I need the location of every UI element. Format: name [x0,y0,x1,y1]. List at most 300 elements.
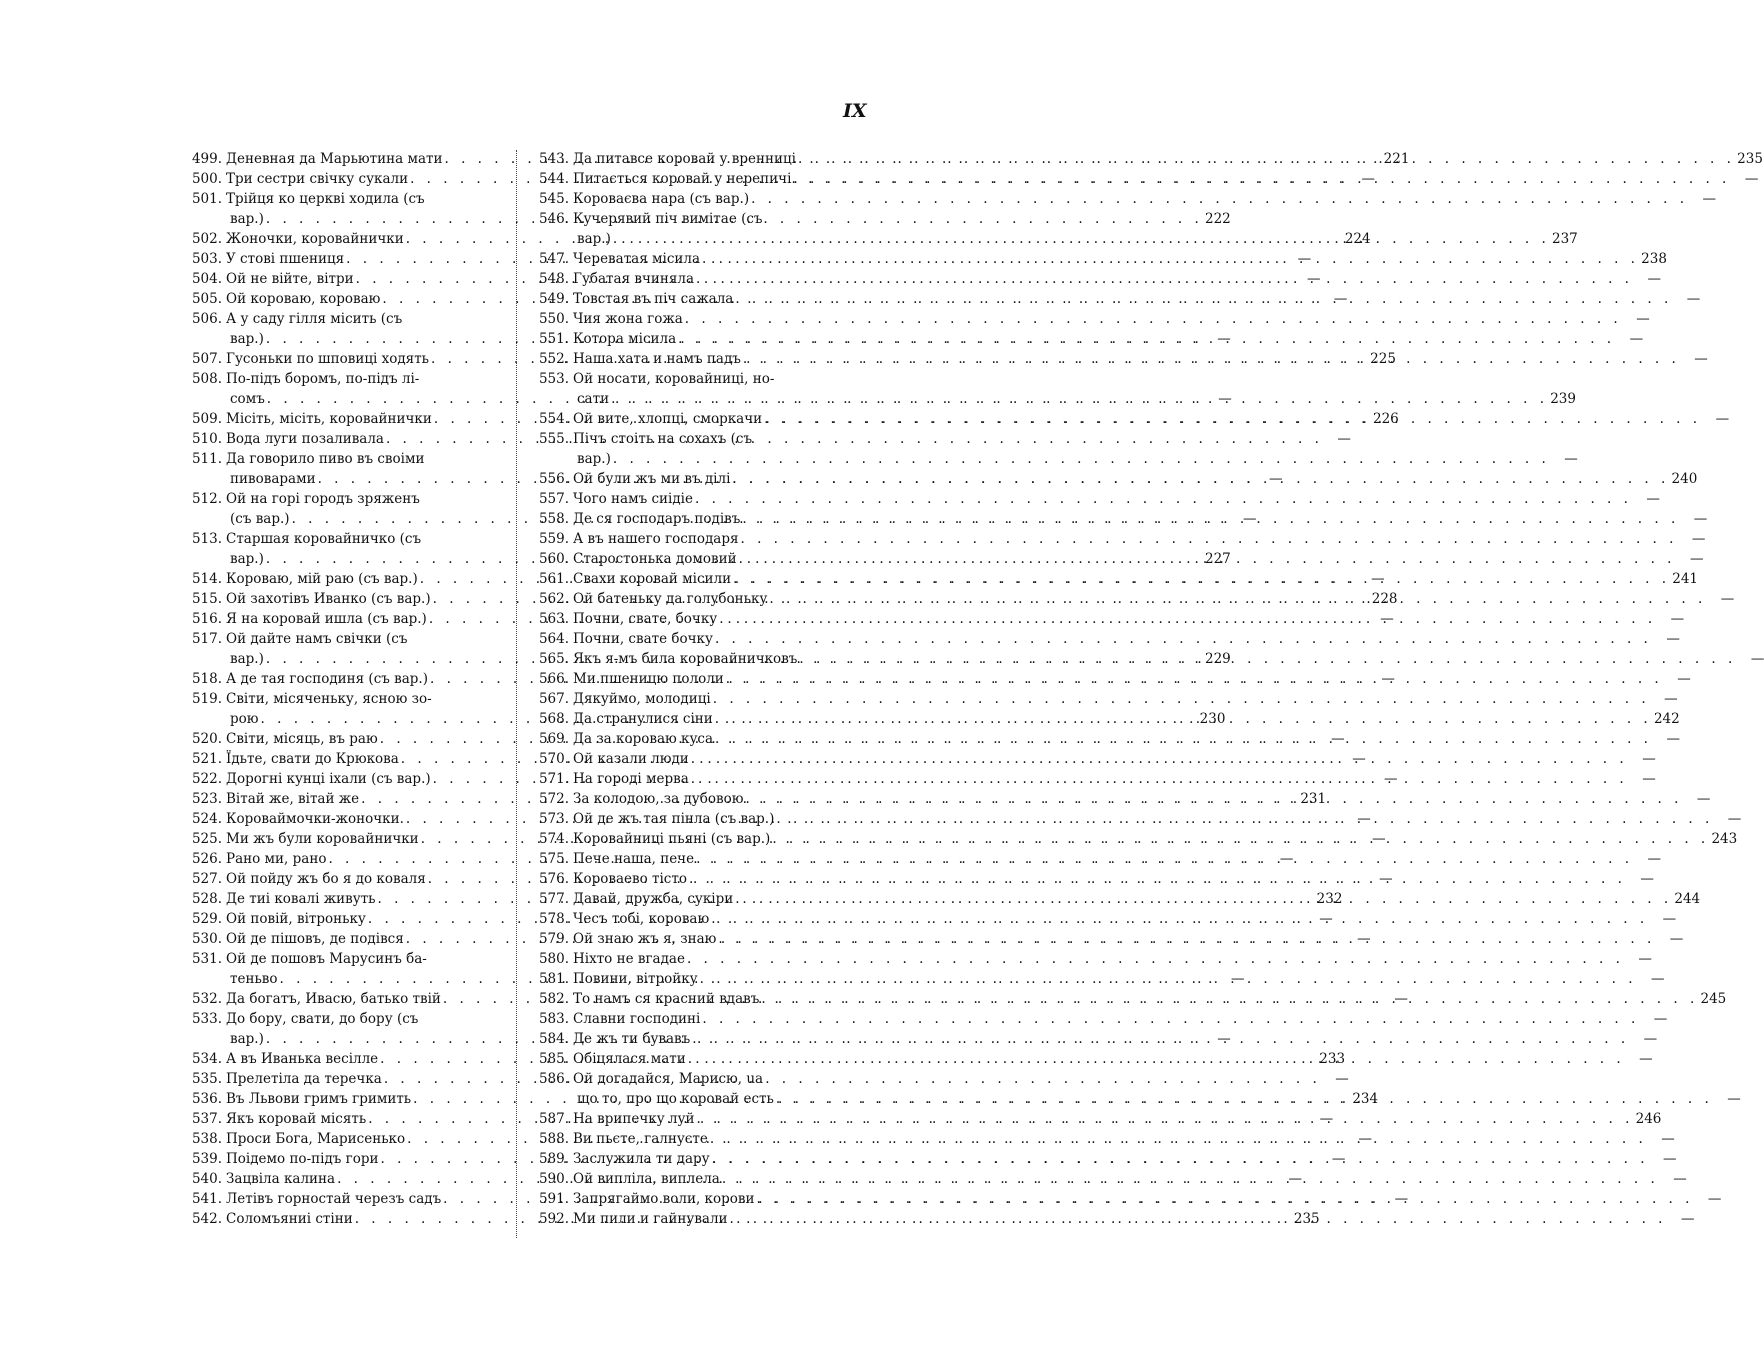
entry-title: Короваймочки-жоночки. [226,811,404,827]
toc-entry [168,309,512,329]
entry-page: — [1380,611,1394,627]
dot-leader [718,929,1655,949]
entry-page: 237 [1552,231,1578,247]
toc-entry [521,569,1699,589]
entry-title: Свахи коровай місили [573,571,732,587]
entry-title: Да за короваю куса [573,731,714,747]
entry-page: 230 [1199,711,1226,727]
entry-page: 224 [1344,231,1371,247]
dot-leader [715,629,1652,649]
toc-entry [521,189,1717,209]
dot-leader [733,569,1670,589]
entry-number: 590. [538,1171,569,1187]
entry-page: 227 [1205,551,1231,567]
entry-page: 222 [1205,211,1231,227]
entry-title: Ой не війте, вітри [226,271,354,287]
entry-title: Ой короваю, короваю [226,291,381,307]
entry-title: вар.) [230,331,264,347]
entry-title: Да богатъ, Ивасю, батько твій [226,991,441,1007]
toc-entry [521,989,1727,1009]
entry-title: Товстая въ піч сажала [573,291,734,307]
entry-page: — [1662,911,1677,927]
toc-entry [168,629,512,649]
toc-entry [168,529,512,549]
entry-title: До бору, свати, до бору (съ [226,1011,419,1027]
entry-title: Ми пили и гайнували [573,1211,728,1227]
entry-page: — [1357,811,1371,827]
entry-page: — [1638,951,1652,967]
entry-page: — [1331,1151,1346,1167]
dot-leader [702,249,1639,269]
entry-title: Ой пойду жъ бо я до коваля [226,871,426,887]
entry-page: — [1394,991,1408,1007]
entry-page: — [1643,1031,1658,1047]
entry-number: 578. [538,911,569,927]
entry-number: 544. [538,171,569,187]
entry-page: — [1666,631,1680,647]
entry-page: 232 [1316,891,1343,907]
dot-leader [689,869,1626,889]
entry-number: 549. [538,291,569,307]
toc-entry [521,469,1698,489]
entry-title: Ой на горі городъ зряженъ [226,491,420,507]
entry-number: 539. [191,1151,222,1167]
entry-number: 585. [538,1051,569,1067]
toc-entry [521,949,1652,969]
entry-number: 556. [538,471,569,487]
entry-title: Якъ я-мъ била коровайничковъ [573,651,798,667]
entry-page: — [1689,551,1704,567]
entry-number: 563. [538,611,569,627]
entry-page: 221 [1383,151,1410,167]
toc-entry [168,369,512,389]
dot-leader [691,749,1628,769]
entry-title: Три сестри свічку сукали [226,171,409,187]
dot-leader [769,589,1706,609]
entry-page: — [1384,771,1398,787]
entry-number: 524. [191,811,222,827]
entry-title: Світи, місяченьку, ясною зо- [226,691,432,707]
entry-page: — [1358,1131,1373,1147]
toc-entry [521,369,868,389]
entry-title: (съ вар.) [230,511,290,527]
entry-number: 588. [538,1131,569,1147]
toc-entry [521,689,1678,709]
dot-leader [764,409,1701,429]
entry-title: Гусоньки по шповиці ходять [226,351,430,367]
entry-title: Наша хата и намъ падъ [573,351,741,367]
dot-leader [761,989,1698,1009]
entry-number: 579. [538,931,569,947]
entry-number: 525. [191,831,222,847]
entry-number: 502. [191,231,222,247]
entry-number: 582. [538,991,569,1007]
entry-page: — [1653,1011,1668,1027]
entry-page: 244 [1674,891,1701,907]
entry-number: 522. [191,771,222,787]
entry-title: сомъ [230,391,265,407]
entry-title: Трійця ко церкві ходила (съ [226,191,425,207]
dot-leader [776,809,1713,829]
entry-page: — [1352,751,1366,767]
entry-number: 513. [191,531,222,547]
entry-number: 533. [191,1011,222,1027]
toc-entry [521,489,1660,509]
entry-page: 228 [1371,591,1398,607]
dot-leader [742,509,1679,529]
entry-title: Да питавсе коровай у вренниці [573,151,797,167]
entry-number: 517. [191,631,222,647]
entry-title: Чия жона гожа [573,311,683,327]
toc-entry [168,1009,512,1029]
toc-entry [521,1149,1677,1169]
toc-entry [168,689,512,709]
entry-number: 575. [538,851,569,867]
entry-title: пивоварами [230,471,316,487]
entry-number: 591. [538,1191,569,1207]
entry-page: — [1357,931,1371,947]
entry-page: — [1720,591,1735,607]
entry-number: 538. [191,1131,222,1147]
entry-number: 567. [538,691,569,707]
entry-title: Ніхто не вгадае [573,951,685,967]
entry-number: 501. [191,191,222,207]
entry-page: — [1242,511,1257,527]
dot-leader [726,669,1663,689]
dot-leader [715,729,1652,749]
entry-title: Де ся господаръ подівъ [573,511,741,527]
entry-number: 568. [538,711,569,727]
toc-entry [521,749,1656,769]
entry-number: 592. [538,1211,569,1227]
entry-title: Губатая вчиняла [573,271,695,287]
entry-page: — [1217,331,1231,347]
dot-leader [715,709,1652,729]
entry-title: За колодою, за дубовою [573,791,744,807]
entry-page: — [1335,1071,1349,1087]
toc-entry [168,489,512,509]
entry-title: вар.) [230,551,264,567]
toc-entry [521,249,1667,269]
entry-page: — [1696,791,1711,807]
entry-number: 505. [191,291,222,307]
dot-leader [696,849,1633,869]
entry-title: Прелетіла да теречка [226,1071,382,1087]
entry-page: — [1230,971,1245,987]
entry-title: рою [230,711,259,727]
dot-leader [696,1109,1633,1129]
entry-page: — [1694,351,1708,367]
entry-title: Ой дайте намъ свічки (съ [226,631,408,647]
entry-page: — [1673,1171,1687,1187]
toc-entry [521,429,868,449]
entry-page: — [1642,771,1656,787]
entry-title: Жоночки, коровайнички [226,231,404,247]
entry-title: Зацвіла калина [226,1171,336,1187]
entry-title: На врипечку луй [573,1111,695,1127]
entry-title: А въ нашего господаря [573,531,739,547]
dot-leader [695,489,1632,509]
entry-title: А у саду гілля місить (съ [226,311,403,327]
dot-leader [611,389,1548,409]
entry-page: — [1639,1051,1653,1067]
entry-number: 534. [191,1051,222,1067]
entry-number: 530. [191,931,222,947]
toc-entry [521,1189,1722,1209]
entry-title: Ой носати, коровайниці, но- [573,371,775,387]
entry-number: 503. [191,251,222,267]
entry-title: Місіть, місіть, коровайнички [226,411,432,427]
entry-number: 572. [538,791,569,807]
entry-page: — [1372,831,1386,847]
entry-page: — [1707,1191,1722,1207]
entry-title: Ой догадайся, Марисю, ua [573,1071,764,1087]
dot-leader [799,649,1736,669]
entry-number: 561. [538,571,569,587]
entry-page: — [1666,731,1680,747]
entry-title: Славни господині [573,1011,701,1027]
entry-page: — [1333,291,1348,307]
entry-number: 550. [538,311,569,327]
entry-page: — [1629,331,1644,347]
entry-page: — [1664,691,1678,707]
entry-number: 541. [191,1191,222,1207]
entry-number: 526. [191,851,222,867]
entry-page: 235 [1293,1211,1320,1227]
entry-number: 514. [191,571,222,587]
dot-leader [613,449,1550,469]
entry-page: — [1686,291,1701,307]
entry-number: 528. [191,891,222,907]
entry-title: Повини, вітройку [573,971,698,987]
entry-title: Ой де пішовъ, де подівся [226,931,404,947]
toc-entry [521,1109,1662,1129]
toc-entry [521,669,1691,689]
entry-title: А въ Иванька весілле [226,1051,379,1067]
entry-number: 515. [191,591,222,607]
entry-title: Ой батеньку да голубоньку [573,591,768,607]
dot-leader [696,269,1633,289]
entry-title: Ми жъ були коровайнички [226,831,419,847]
entry-title: Чого намъ сиідіе [573,491,693,507]
dot-leader [719,609,1656,629]
entry-title: Ой були жъ ми въ ділі [573,471,731,487]
entry-page: — [1651,971,1665,987]
dot-leader [798,149,1735,169]
dot-leader [739,549,1676,569]
entry-page: — [1279,851,1294,867]
toc-entry [521,269,1661,289]
entry-page: — [1297,251,1312,267]
entry-title: вар.) [230,651,264,667]
entry-number: 510. [191,431,222,447]
entry-page: — [1217,1031,1231,1047]
entry-title: Світи, місяць, въ раю [226,731,378,747]
entry-page: — [1661,1131,1675,1147]
entry-page: — [1640,871,1654,887]
entry-title: Ой де жъ тая пінла (съ вар.) [573,811,775,827]
entry-page: — [1331,731,1345,747]
column-divider [516,150,517,1238]
entry-number: 571. [538,771,569,787]
entry-page: — [1371,571,1385,587]
toc-entry [521,209,868,229]
entry-page: — [1381,671,1395,687]
entry-title: Почни, свате бочку [573,631,713,647]
entry-page: — [1669,931,1684,947]
entry-title: У стові пшениця [226,251,345,267]
entry-title: Дорогні кунці іхали (съ вар.) [226,771,431,787]
entry-number: 576. [538,871,569,887]
dot-leader [751,189,1688,209]
entry-title: вар.) [230,211,264,227]
toc-entry [521,389,1576,409]
entry-number: 532. [191,991,222,1007]
entry-title: Да говорило пиво въ своіми [226,451,425,467]
entry-page: 246 [1635,1111,1662,1127]
entry-number: 554. [538,411,569,427]
entry-page: — [1307,271,1321,287]
toc-entry [521,1009,1668,1029]
entry-number: 558. [538,511,569,527]
toc-entry [521,829,1738,849]
entry-page: 225 [1370,351,1396,367]
entry-number: 535. [191,1071,222,1087]
entry-page: — [1319,911,1333,927]
entry-page: — [1693,511,1708,527]
entry-number: 523. [191,791,222,807]
entry-number: 521. [191,751,222,767]
entry-page: — [1702,191,1717,207]
entry-title: вар.) [577,231,611,247]
entry-page: — [1361,171,1376,187]
entry-number: 543. [538,151,569,167]
entry-title: Їдьте, свати до Крюкова [226,751,399,767]
entry-title: Де жъ ти бувавъ [573,1031,691,1047]
toc-entry [521,729,1680,749]
entry-page: — [1680,1211,1695,1227]
entry-page: — [1642,751,1656,767]
entry-number: 587. [538,1111,569,1127]
entry-page: — [1636,311,1650,327]
toc-entry [521,1129,1675,1149]
entry-page: 241 [1672,571,1699,587]
entry-title: Ой вите, хлопці, сморкачи [573,411,763,427]
entry-title: Я на коровай ишла (съ вар.) [226,611,427,627]
entry-page: — [1691,531,1706,547]
entry-number: 500. [191,171,222,187]
entry-page: 240 [1671,471,1698,487]
dot-leader [740,529,1677,549]
entry-page: — [1727,811,1742,827]
entry-page: — [1288,1171,1303,1187]
toc-entry [521,929,1684,949]
dot-leader [772,829,1709,849]
entry-page: 245 [1700,991,1727,1007]
entry-title: Вода луги позаливала [226,431,384,447]
entry-title: Заслужила ти дару [573,1151,710,1167]
entry-number: 586. [538,1071,569,1087]
toc-entry [521,289,1701,309]
entry-number: 555. [538,431,569,447]
entry-title: Питається коровай у нерепичі [573,171,792,187]
entry-page: — [1646,491,1660,507]
entry-title: вар.) [230,1031,264,1047]
entry-title: Ви пьєте, галнуєте [573,1131,708,1147]
entry-number: 553. [538,371,569,387]
dot-leader [730,1209,1667,1229]
dot-leader [691,769,1628,789]
entry-title: Череватая місила [573,251,701,267]
dot-leader [776,1089,1713,1109]
entry-title: Короваево тісто [573,871,687,887]
entry-title: Ой де пошовъ Марусинъ ба- [226,951,427,967]
entry-page: 226 [1373,411,1399,427]
entry-page: 233 [1319,1051,1346,1067]
entry-title: теньво [230,971,278,987]
entry-title: Запрягаймо воли, корови [573,1191,755,1207]
entry-title: Летівъ горностай черезъ садъ [226,1191,442,1207]
entry-number: 506. [191,311,222,327]
entry-number: 565. [538,651,569,667]
entry-number: 519. [191,691,222,707]
entry-title: По-підъ боромъ, по-підъ лі- [226,371,420,387]
entry-title: Соломъяниі стіни [226,1211,353,1227]
entry-title: Короваєва нара (съ вар.) [573,191,750,207]
toc-entry [521,769,1656,789]
dot-leader [613,229,1550,249]
toc-entry [521,1169,1687,1189]
toc-entry [521,809,1742,829]
toc-entry [521,529,1706,549]
dot-leader [793,169,1730,189]
entry-number: 580. [538,951,569,967]
dot-leader [735,889,1672,909]
entry-number: 546. [538,211,569,227]
entry-title: Да странулися сіни [573,711,713,727]
toc-entry [521,509,1708,529]
dot-leader [713,689,1650,709]
entry-page: — [1663,1151,1677,1167]
entry-page: — [1268,471,1283,487]
dot-leader [710,1129,1647,1149]
dot-leader [722,1169,1659,1189]
entry-number: 552. [538,351,569,367]
entry-page: 235 [1737,151,1763,167]
entry-number: 551. [538,331,569,347]
dot-leader [711,909,1648,929]
entry-page: — [1727,1091,1741,1107]
entry-title: Дякуймо, молодиці [573,691,711,707]
entry-title: Въ Львови гримъ гримить [226,1091,412,1107]
dot-leader [735,289,1672,309]
entry-number: 589. [538,1151,569,1167]
toc-entry [521,629,1680,649]
entry-page: — [1379,871,1393,887]
toc-entry [521,609,1685,629]
dot-leader [692,1029,1629,1049]
dot-leader [743,349,1680,369]
entry-page: — [1647,271,1661,287]
entry-page: 229 [1205,651,1231,667]
toc-entry [521,1029,1658,1049]
dot-leader [688,1049,1625,1069]
entry-title: Коровайниці пьяні (съ вар.) [573,831,771,847]
entry-title: А де тая господиня (съ вар.) [226,671,428,687]
entry-page: — [1337,431,1351,447]
entry-title: вар.) [577,451,611,467]
entry-title: Вітай же, вітай же [226,791,360,807]
